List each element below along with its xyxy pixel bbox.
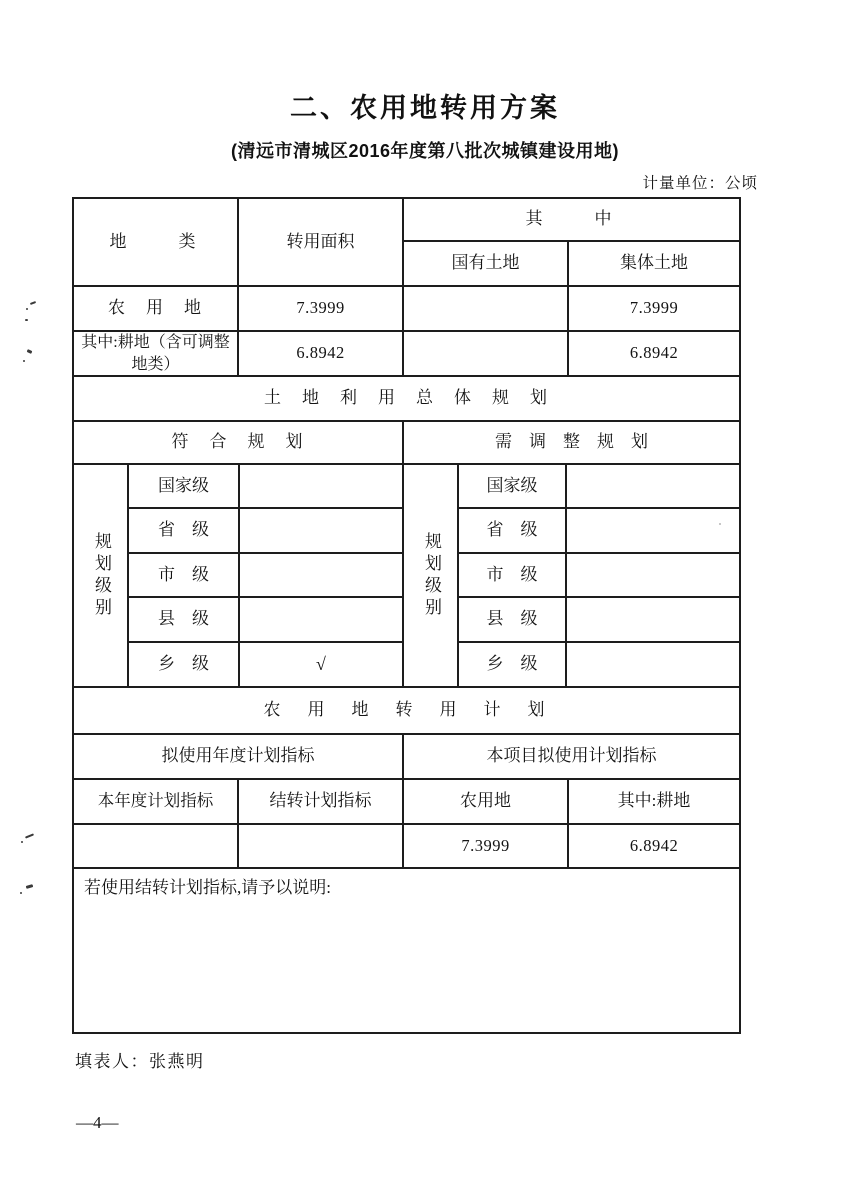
band-conversion-plan-title: 农 用 地 转 用 计 划	[72, 686, 741, 735]
level-label-city-left: 市 级	[127, 552, 240, 598]
page-number: —4—	[76, 1113, 119, 1132]
comply-value-city	[238, 552, 404, 598]
comply-value-county	[238, 596, 404, 643]
col-carryover-quota: 结转计划指标	[237, 778, 404, 825]
document-title: 二、农用地转用方案	[290, 93, 560, 123]
scan-artifact	[21, 841, 23, 843]
quota-value-annual	[72, 823, 239, 869]
quota-value-carryover	[237, 823, 404, 869]
level-label-province-right: 省 级	[457, 507, 567, 554]
preparer-name: 填表人：张燕明	[75, 1052, 205, 1071]
adjust-value-county	[565, 596, 741, 643]
level-label-city-right: 市 级	[457, 552, 567, 598]
quota-value-agri: 7.3999	[402, 823, 569, 869]
scan-artifact	[30, 301, 36, 305]
level-label-county-left: 县 级	[127, 596, 240, 643]
axis-planning-level-left: 规划级别	[72, 463, 129, 688]
comply-value-province	[238, 507, 404, 554]
col-cultivated-land: 其中:耕地	[567, 778, 741, 825]
comply-value-township-checkmark: √	[238, 641, 404, 688]
header-comply-plan: 符 合 规 划	[72, 420, 404, 465]
header-project-quota: 本项目拟使用计划指标	[402, 733, 741, 780]
header-among-which: 其 中	[402, 197, 741, 242]
level-label-province-left: 省 级	[127, 507, 240, 554]
scan-artifact	[25, 319, 28, 321]
scan-artifact	[25, 833, 34, 838]
adjust-value-province	[565, 507, 741, 554]
header-annual-quota: 拟使用年度计划指标	[72, 733, 404, 780]
row-cultivated-state-owned	[402, 330, 569, 377]
header-state-owned: 国有土地	[402, 240, 569, 287]
row-cultivated-label: 其中:耕地（含可调整地类）	[72, 330, 239, 377]
level-label-township-right: 乡 级	[457, 641, 567, 688]
row-cultivated-collective: 6.8942	[567, 330, 741, 377]
carryover-note-cell: 若使用结转计划指标,请予以说明:	[72, 867, 741, 1034]
header-collective: 集体土地	[567, 240, 741, 287]
header-adjust-plan: 需 调 整 规 划	[402, 420, 741, 465]
scan-artifact	[719, 523, 721, 525]
level-label-township-left: 乡 级	[127, 641, 240, 688]
col-agri-land: 农用地	[402, 778, 569, 825]
row-cultivated-area: 6.8942	[237, 330, 404, 377]
header-land-type: 地 类	[72, 197, 239, 287]
row-agri-collective: 7.3999	[567, 285, 741, 332]
scan-artifact	[20, 892, 22, 894]
scan-artifact	[23, 360, 25, 362]
row-agri-state-owned	[402, 285, 569, 332]
row-agri-area: 7.3999	[237, 285, 404, 332]
axis-planning-level-right: 规划级别	[402, 463, 459, 688]
band-overall-plan-title: 土 地 利 用 总 体 规 划	[72, 375, 741, 422]
adjust-value-township	[565, 641, 741, 688]
level-label-county-right: 县 级	[457, 596, 567, 643]
document-subtitle: (清远市清城区2016年度第八批次城镇建设用地)	[230, 141, 620, 161]
level-label-national-right: 国家级	[457, 463, 567, 509]
col-annual-quota: 本年度计划指标	[72, 778, 239, 825]
comply-value-national	[238, 463, 404, 509]
scan-artifact	[26, 308, 28, 310]
level-label-national-left: 国家级	[127, 463, 240, 509]
land-conversion-table	[72, 197, 743, 1036]
unit-note: 计量单位：公顷	[642, 175, 758, 192]
adjust-value-national	[565, 463, 741, 509]
adjust-value-city	[565, 552, 741, 598]
row-agri-label: 农 用 地	[72, 285, 239, 332]
header-conversion-area: 转用面积	[237, 197, 404, 287]
scan-artifact	[27, 349, 33, 354]
scan-artifact	[26, 884, 34, 889]
quota-value-cultivated: 6.8942	[567, 823, 741, 869]
